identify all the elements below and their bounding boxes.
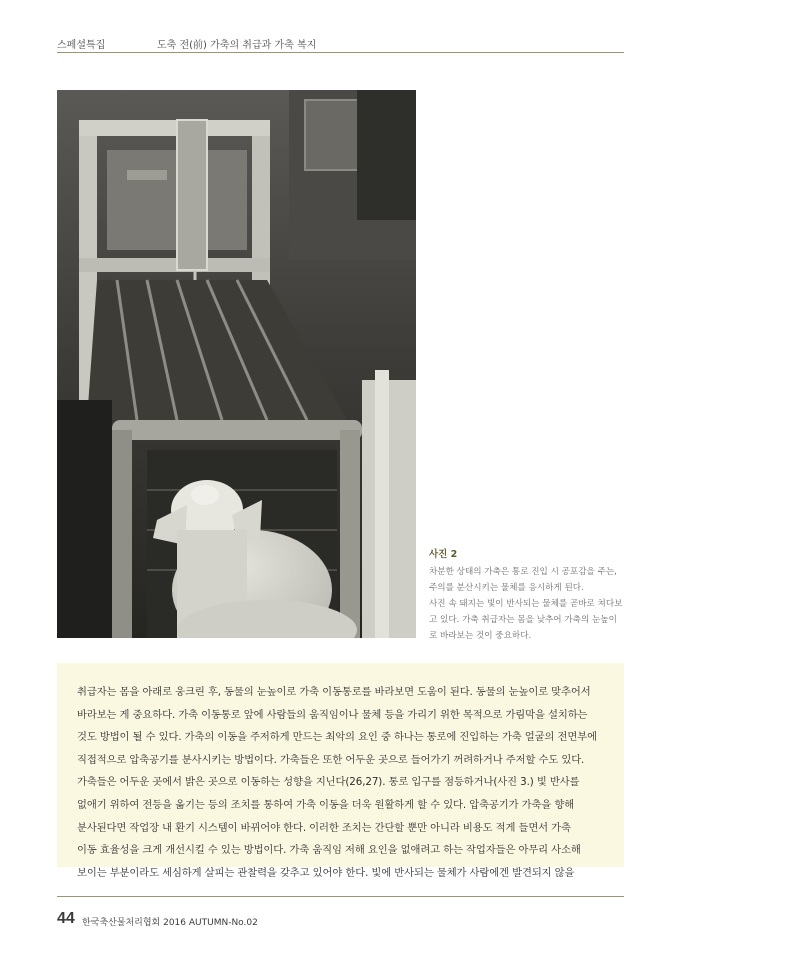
body-line: 것도 방법이 될 수 있다. 가축의 이동을 주저하게 만드는 최악의 요인 중 하나는 통로에 진입하는 가축 얼굴의 전면부에 bbox=[77, 731, 597, 744]
caption-paragraph-1: 차분한 상태의 가축은 통로 진입 시 공포감을 주는, 주의를 분산시키는 물체를 응시하게 된다. bbox=[429, 567, 617, 593]
body-line: 분사된다면 작업장 내 환기 시스템이 바뀌어야 한다. 이러한 조치는 간단할 뿐만 아니라 비용도 적게 들면서 가축 bbox=[77, 821, 571, 834]
header-section-label: 스페셜특집 bbox=[57, 40, 106, 51]
page-number: 44 bbox=[57, 910, 75, 927]
photo-illustration bbox=[57, 90, 416, 638]
body-line: 가축들은 어두운 곳에서 밝은 곳으로 이동하는 성향을 지닌다(26,27). 통로 입구를 점등하거나(사진 3.) 빛 반사를 bbox=[77, 776, 580, 789]
caption-paragraph-2: 사진 속 돼지는 빛이 반사되는 물체를 곧바로 쳐다보고 있다. 가축 취급자는 몸을 낮추어 가축의 눈높이로 바라보는 것이 중요하다. bbox=[429, 599, 623, 641]
body-line: 바라보는 게 중요하다. 가축 이동통로 앞에 사람들의 움직임이나 물체 등을 가리기 위한 목적으로 가림막을 설치하는 bbox=[77, 708, 588, 721]
footer-divider bbox=[57, 896, 624, 897]
body-line: 없애기 위하여 전등을 옮기는 등의 조치를 통하여 가축 이동을 더욱 원활하게 할 수 있다. 압축공기가 가축을 향해 bbox=[77, 798, 575, 811]
body-line: 직접적으로 압축공기를 분사시키는 방법이다. 가축들은 또한 어두운 곳으로 들어가기 꺼려하거나 주저할 수도 있다. bbox=[77, 753, 585, 766]
body-line: 보이는 부분이라도 세심하게 살피는 관찰력을 갖추고 있어야 한다. 빛에 반사되는 물체가 사람에겐 발견되지 않을 bbox=[77, 866, 575, 879]
body-text-box bbox=[57, 663, 624, 879]
header-article-title: 도축 전(前) 가축의 취급과 가축 복지 bbox=[157, 40, 317, 51]
footer-publication: 한국축산물처리협회 2016 AUTUMN-No.02 bbox=[82, 918, 258, 928]
caption-title: 사진 2 bbox=[429, 549, 458, 560]
header-divider bbox=[57, 52, 624, 53]
photo-pig-in-chute bbox=[57, 90, 416, 638]
photo-caption bbox=[429, 547, 625, 644]
body-paragraph bbox=[77, 681, 604, 884]
body-line: 이동 효율성을 크게 개선시킬 수 있는 방법이다. 가축 움직임 저해 요인을 없애려고 하는 작업자들은 아무리 사소해 bbox=[77, 844, 581, 857]
body-line: 취급자는 몸을 아래로 웅크린 후, 동물의 눈높이로 가축 이동통로를 바라보면 도움이 된다. 동물의 눈높이로 맞추어서 bbox=[77, 686, 591, 698]
